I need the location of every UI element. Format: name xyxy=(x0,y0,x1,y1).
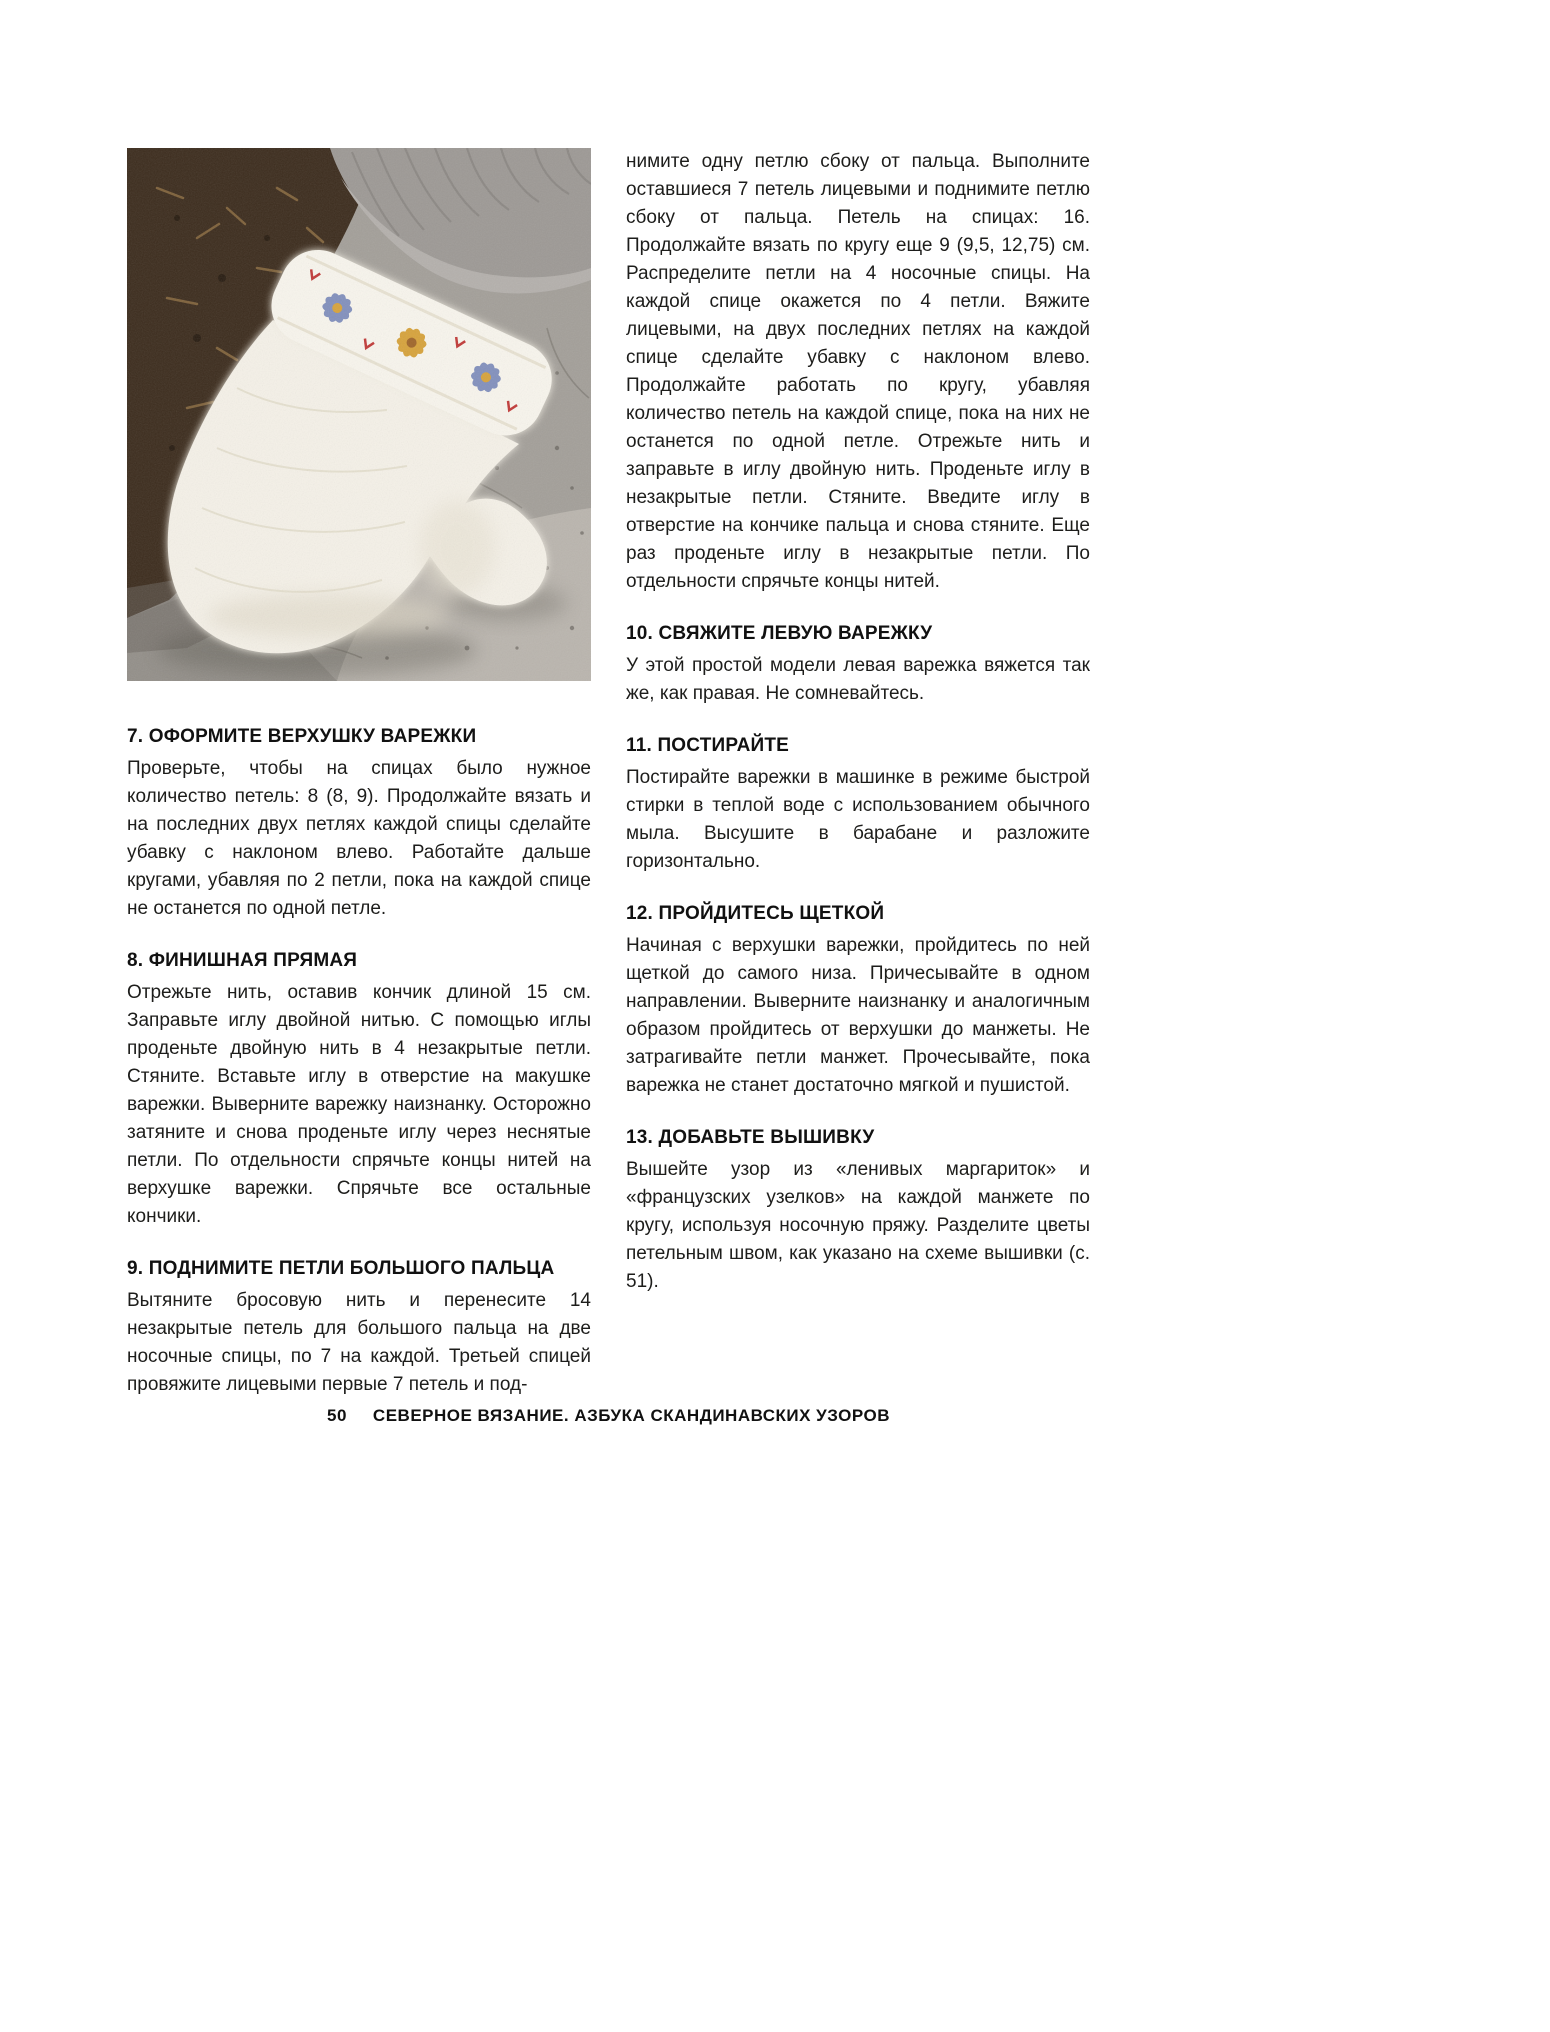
section-13 xyxy=(626,1126,1090,1296)
two-column-layout xyxy=(127,148,1090,1399)
section-13-body: Вышейте узор из «ленивых маргариток» и «французских узелков» на каждой манжете по кругу, используя носочную пряжу. Разделите цветы петельным швом, как указано на схеме вышивки (с. 51). xyxy=(626,1159,1090,1292)
running-title: СЕВЕРНОЕ ВЯЗАНИЕ. АЗБУКА СКАНДИНАВСКИХ УЗОРОВ xyxy=(372,1406,890,1425)
section-9-heading: 9. ПОДНИМИТЕ ПЕТЛИ БОЛЬШОГО ПАЛЬЦА xyxy=(127,1258,555,1279)
section-12 xyxy=(626,902,1090,1100)
section-10-heading: 10. СВЯЖИТЕ ЛЕВУЮ ВАРЕЖКУ xyxy=(626,623,933,644)
page-footer xyxy=(127,1406,1090,1426)
section-8-body: Отрежьте нить, оставив кончик длиной 15 см. Заправьте иглу двойной нитью. С помощью иглы проденьте двойную нить в 4 незакрытые петли. Стяните. Вставьте иглу в отверстие на макушке варежки. Выверните варежку наизнанку. Осторожно затяните и снова проденьте иглу через неснятые петли. По отдельности спрячьте концы нитей на верхушке варежки. Спрячьте все остальные кончики. xyxy=(127,982,591,1227)
section-11 xyxy=(626,734,1090,876)
section-9-body: Вытяните бросовую нить и перенесите 14 незакрытые петель для большого пальца на две носочные спицы, по 7 на каждой. Третьей спицей провяжите лицевыми первые 7 петель и под- xyxy=(127,1290,591,1395)
section-7-body: Проверьте, чтобы на спицах было нужное количество петель: 8 (8, 9). Продолжайте вязать и на последних двух петлях каждой спицы сделайте убавку с наклоном влево. Работайте дальше кругами, убавляя по 2 петли, пока на каждой спице не останется по одной петле. xyxy=(127,758,591,919)
photo-grain xyxy=(127,148,591,681)
right-column xyxy=(626,148,1090,1399)
section-7 xyxy=(127,725,591,923)
section-7-heading: 7. ОФОРМИТЕ ВЕРХУШКУ ВАРЕЖКИ xyxy=(127,726,477,747)
section-11-heading: 11. ПОСТИРАЙТЕ xyxy=(626,735,790,756)
page-number: 50 xyxy=(327,1406,347,1425)
mitten-photo-graphic xyxy=(127,148,591,681)
section-12-heading: 12. ПРОЙДИТЕСЬ ЩЕТКОЙ xyxy=(626,903,885,924)
left-column xyxy=(127,148,591,1399)
section-8-heading: 8. ФИНИШНАЯ ПРЯМАЯ xyxy=(127,950,358,971)
section-12-body: Начиная с верхушки варежки, пройдитесь по ней щеткой до самого низа. Причесывайте в одном направлении. Выверните наизнанку и аналогичным образом пройдитесь от верхушки до манжеты. Не затрагивайте петли манжет. Прочесывайте, пока варежка не станет достаточно мягкой и пушистой. xyxy=(626,935,1090,1096)
section-13-heading: 13. ДОБАВЬТЕ ВЫШИВКУ xyxy=(626,1127,875,1148)
mitten-photo xyxy=(127,148,591,681)
section-10-body: У этой простой модели левая варежка вяжется так же, как правая. Не сомневайтесь. xyxy=(626,655,1090,704)
section-10 xyxy=(626,622,1090,708)
section-8 xyxy=(127,949,591,1231)
section-11-body: Постирайте варежки в машинке в режиме быстрой стирки в теплой воде с использованием обычного мыла. Высушите в барабане и разложите горизонтально. xyxy=(626,767,1090,872)
section-9 xyxy=(127,1257,591,1399)
section-9-continuation: нимите одну петлю сбоку от пальца. Выполните оставшиеся 7 петель лицевыми и поднимите петлю сбоку от пальца. Петель на спицах: 16. Продолжайте вязать по кругу еще 9 (9,5, 12,75) см. Распределите петли на 4 носочные спицы. На каждой спице окажется по 4 петли. Вяжите лицевыми, на двух последних петлях на каждой спице сделайте убавку с наклоном влево. Продолжайте работать по кругу, убавляя количество петель на каждой спице, пока на них не останется по одной петле. Отрежьте нить и заправьте в иглу двойную нить. Проденьте иглу в незакрытые петли. Стяните. Введите иглу в отверстие на кончике пальца и снова стяните. Еще раз проденьте иглу в незакрытые петли. По отдельности спрячьте концы нитей. xyxy=(626,151,1090,592)
